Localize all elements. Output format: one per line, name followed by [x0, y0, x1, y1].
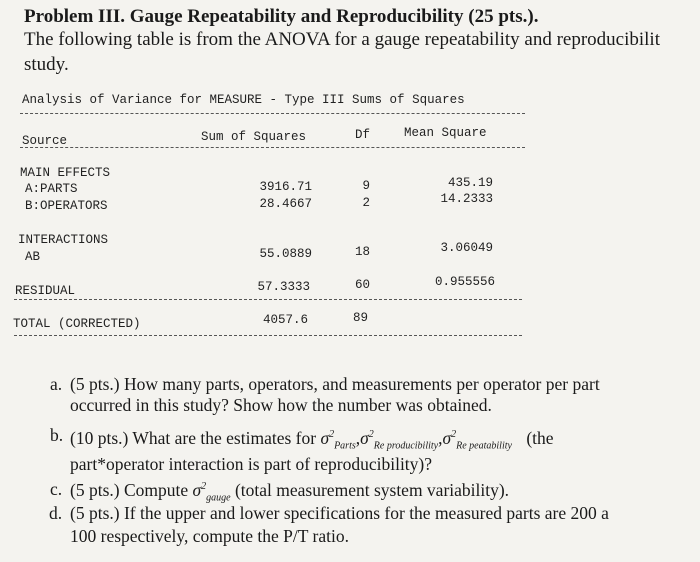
row-total-df: 89 [352, 311, 368, 325]
row-total-label: TOTAL (CORRECTED) [13, 317, 141, 331]
anova-caption: Analysis of Variance for MEASURE - Type III Sums of Squares [22, 93, 465, 107]
row-residual-df: 60 [354, 278, 370, 292]
table-rule-bottom [14, 335, 522, 336]
table-rule-header [20, 147, 525, 148]
row-operators-label: B:OPERATORS [25, 199, 108, 213]
row-residual-label: RESIDUAL [15, 284, 76, 298]
col-header-source: Source [22, 134, 68, 148]
question-b-line-2: part*operator interaction is part of reproducibility)? [70, 454, 433, 474]
sigma-repeatability: $\sigma^2_{Re peatability}$ [442, 427, 512, 452]
main-effects-label: MAIN EFFECTS [20, 166, 111, 180]
problem-title: Problem III. Gauge Repeatability and Reproducibility (25 pts.). [24, 6, 539, 27]
question-d-line-2: 100 respectively, compute the P/T ratio. [70, 526, 349, 546]
question-d-line-1: (5 pts.) If the upper and lower specifications for the measured parts are 200 a [70, 503, 609, 523]
row-parts-ss: 3916.71 [259, 180, 312, 194]
row-ab-ss: 55.0889 [259, 247, 312, 261]
sigma-gauge: $\sigma^2_{gauge}$ [192, 479, 231, 504]
intro-line-2: study. [24, 54, 69, 75]
question-b-letter: b. [50, 425, 64, 445]
interactions-label: INTERACTIONS [18, 233, 109, 247]
question-a-letter: a. [50, 374, 63, 394]
row-residual-ss: 57.3333 [257, 280, 310, 294]
table-rule-residual [14, 299, 522, 300]
question-a-line-2: occurred in this study? Show how the number was obtained. [70, 395, 492, 415]
row-operators-ms: 14.2333 [440, 192, 493, 206]
col-header-ss: Sum of Squares [201, 130, 307, 144]
question-c-line-1: (5 pts.) Compute $\sigma^2_{gauge}$ (total measurement system variability). [70, 479, 510, 504]
row-operators-df: 2 [362, 196, 370, 210]
row-parts-df: 9 [362, 179, 370, 193]
question-b-line-1: (10 pts.) What are the estimates for $\sigma^2_{Parts},\sigma^2_{Re producibility},\sigma^2_{Re peatability}$ (the [70, 427, 554, 452]
col-header-df: Df [355, 128, 371, 142]
row-ab-ms: 3.06049 [440, 241, 493, 255]
row-ab-label: AB [25, 250, 41, 264]
row-parts-ms: 435.19 [447, 176, 493, 190]
sigma-reproducibility: $\sigma^2_{Re producibility}$ [360, 427, 439, 452]
row-ab-df: 18 [354, 245, 370, 259]
row-total-ss: 4057.6 [262, 313, 308, 327]
question-a-line-1: (5 pts.) How many parts, operators, and measurements per operator per part [70, 374, 600, 394]
row-operators-ss: 28.4667 [259, 197, 312, 211]
row-residual-ms: 0.955556 [434, 275, 495, 289]
table-rule-top [20, 113, 525, 114]
intro-line-1: The following table is from the ANOVA for a gauge repeatability and reproducibilit [24, 29, 660, 50]
question-d-letter: d. [49, 503, 63, 523]
question-c-letter: c. [50, 479, 63, 499]
sigma-parts: $\sigma^2_{Parts}$ [320, 427, 356, 452]
row-parts-label: A:PARTS [25, 182, 78, 196]
col-header-ms: Mean Square [404, 126, 487, 140]
